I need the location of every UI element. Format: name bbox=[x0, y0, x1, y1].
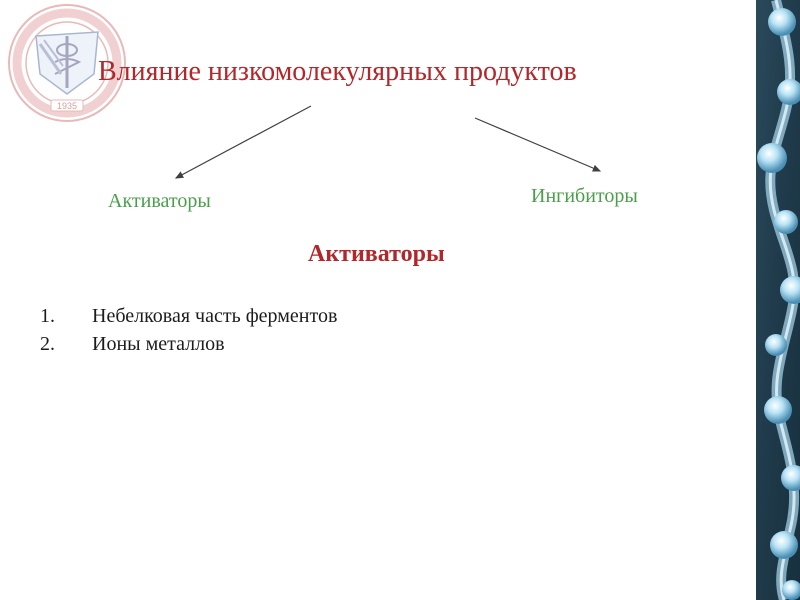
slide-title: Влияние низкомолекулярных продуктов bbox=[98, 56, 577, 87]
list-item-number: 2. bbox=[40, 333, 55, 355]
list-item-text: Небелковая часть ферментов bbox=[92, 305, 338, 327]
branch-label-activators: Активаторы bbox=[108, 190, 211, 212]
branch-label-inhibitors: Ингибиторы bbox=[531, 185, 638, 207]
arrow-to-inhibitors bbox=[475, 118, 600, 171]
list-item bbox=[40, 330, 337, 358]
activators-list bbox=[40, 302, 337, 358]
emblem-year: 1935 bbox=[56, 101, 78, 111]
section-heading: Активаторы bbox=[308, 241, 445, 267]
arrow-to-activators bbox=[176, 106, 311, 178]
list-item bbox=[40, 302, 337, 330]
list-item-number: 1. bbox=[40, 305, 55, 327]
list-item-text: Ионы металлов bbox=[92, 333, 225, 355]
